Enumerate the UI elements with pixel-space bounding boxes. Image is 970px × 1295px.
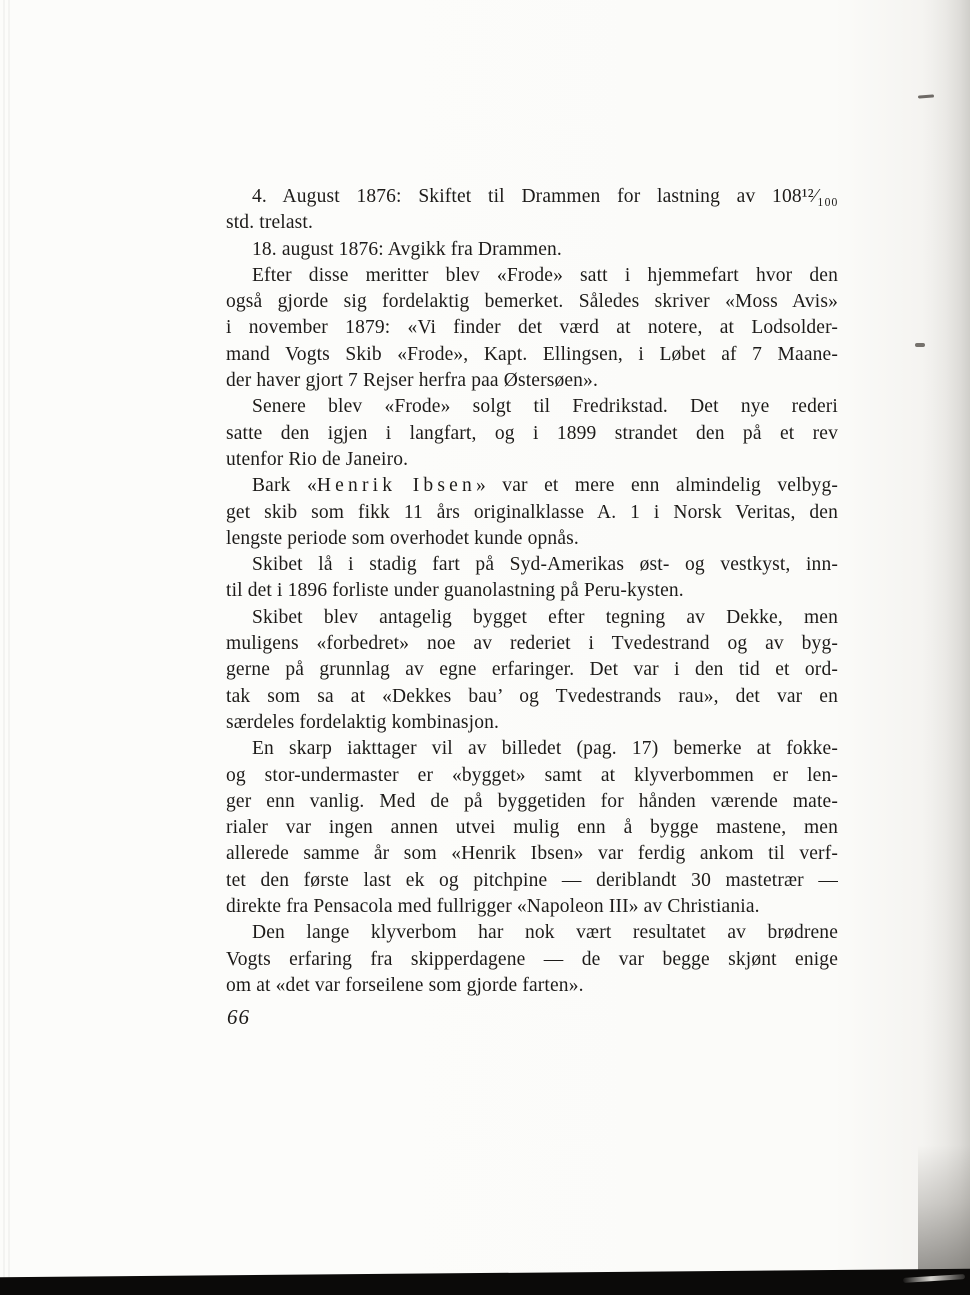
paragraph — [226, 473, 838, 552]
scan-smudge — [918, 1145, 970, 1275]
text-line: Den lange klyverbom har nok vært resultatet av brødrene — [252, 922, 838, 944]
text-line: Bark «H e n r i k I b s e n » var et mere enn almindelig velbyg- — [252, 475, 838, 497]
paragraph — [226, 237, 838, 263]
text-line: Senere blev «Frode» solgt til Fredrikstad. Det nye rederi — [252, 396, 838, 418]
paragraph — [226, 184, 838, 237]
text-line: gerne på grunnlag av egne erfaringer. Det var i den tid et ord- — [226, 659, 838, 681]
paragraph — [226, 394, 838, 473]
paragraph — [226, 736, 838, 920]
text-line: Skibet blev antagelig bygget efter tegning av Dekke, men — [252, 606, 838, 628]
text-line: Vogts erfaring fra skipperdagene — de var begge skjønt enige — [226, 948, 838, 970]
text-line: til det i 1896 forliste under guanolastning på Peru-kysten. — [226, 580, 684, 602]
text-line: rialer var ingen annen utvei mulig enn å bygge mastene, men — [226, 817, 838, 839]
text-line: muligens «forbedret» noe av rederiet i Tvedestrand og av byg- — [226, 633, 838, 655]
text-line: Efter disse meritter blev «Frode» satt i hjemmefart hvor den — [252, 264, 838, 286]
text-line: tet den første last ek og pitchpine — deriblandt 30 mastetrær — — [226, 869, 838, 891]
text-block — [226, 184, 838, 999]
text-line: lengste periode som overhodet kunde opnås. — [226, 527, 579, 549]
text-line: der haver gjort 7 Rejser herfra paa Østersøen». — [226, 370, 598, 392]
paragraph — [226, 552, 838, 605]
text-line: ger enn vanlig. Med de på byggetiden for hånden værende mate- — [226, 790, 838, 812]
text-line: satte den igjen i langfart, og i 1899 strandet den på et rev — [226, 422, 838, 444]
text-line: om at «det var forseilene som gjorde farten». — [226, 974, 584, 996]
paragraph — [226, 920, 838, 999]
text-line: i november 1879: «Vi finder det værd at notere, at Lodsolder- — [226, 317, 838, 339]
text-line: direkte fra Pensacola med fullrigger «Napoleon III» av Christiania. — [226, 896, 760, 918]
text-line: og stor-undermaster er «bygget» samt at klyverbommen er len- — [226, 764, 838, 786]
text-line: mand Vogts Skib «Frode», Kapt. Ellingsen, i Løbet af 7 Maane- — [226, 343, 838, 365]
text-line: særdeles fordelaktig kombinasjon. — [226, 711, 500, 733]
scan-bottom-bar — [0, 1269, 970, 1295]
text-line: allerede samme år som «Henrik Ibsen» var ferdig ankom til verf- — [226, 843, 838, 865]
paragraph — [226, 605, 838, 736]
text-line: std. trelast. — [226, 212, 313, 234]
left-edge-scan-streaks — [3, 0, 12, 1295]
text-line: tak som sa at «Dekkes bau’ og Tvedestrands rau», det var en — [226, 685, 838, 707]
text-line: En skarp iakttager vil av billedet (pag. 17) bemerke at fokke- — [252, 738, 838, 760]
page-edge-shadow — [922, 0, 970, 1295]
text-line: 4. August 1876: Skiftet til Drammen for lastning av 108¹²⁄₁₀₀ — [252, 186, 838, 207]
paragraph — [226, 263, 838, 394]
page-number: 66 — [227, 1005, 250, 1029]
text-line: get skib som fikk 11 års originalklasse A. 1 i Norsk Veritas, den — [226, 501, 838, 523]
scan-mark — [915, 343, 925, 347]
text-line: utenfor Rio de Janeiro. — [226, 448, 409, 470]
text-line: også gjorde sig fordelaktig bemerket. Således skriver «Moss Avis» — [226, 291, 838, 313]
text-line: Skibet lå i stadig fart på Syd-Amerikas øst- og vestkyst, inn- — [252, 554, 838, 576]
text-line: 18. august 1876: Avgikk fra Drammen. — [252, 238, 562, 260]
